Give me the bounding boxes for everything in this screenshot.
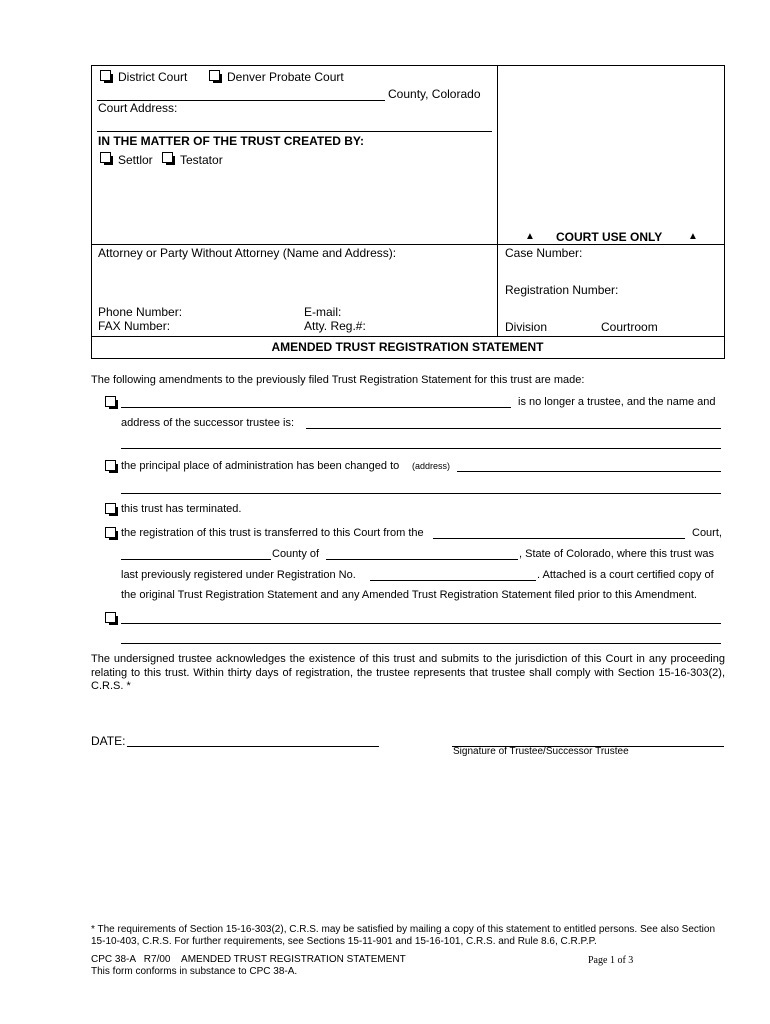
option-principal-place-checkbox[interactable] [105,460,116,471]
date-line[interactable] [127,746,379,747]
option-terminated-checkbox[interactable] [105,503,116,514]
intro-text: The following amendments to the previously filed Trust Registration Statement for this trust are made: [91,374,585,386]
successor-trustee-line-2[interactable] [121,448,721,449]
testator-label: Testator [180,153,223,167]
case-number-label: Case Number: [505,246,583,260]
form-title: AMENDED TRUST REGISTRATION STATEMENT [271,340,544,354]
courtroom-label: Courtroom [601,320,658,334]
option4-state: , State of Colorado, where this trust was [519,548,715,560]
transfer-court-line[interactable] [433,538,685,539]
option4-text: the registration of this trust is transferred to this Court from the [121,527,424,539]
option4-line3a: last previously registered under Registration No. [121,569,356,581]
transfer-county-line[interactable] [121,559,271,560]
division-label: Division [505,320,548,334]
court-use-only-label: COURT USE ONLY [556,230,663,244]
in-the-matter-heading: IN THE MATTER OF THE TRUST CREATED BY: [98,134,364,148]
option4-line4: the original Trust Registration Statement and any Amended Trust Registration Statement filed prior to this Amendment. [121,589,697,601]
county-colorado-label: County, Colorado [388,87,481,101]
caption-divider [497,65,498,337]
option3-text: this trust has terminated. [121,503,242,515]
successor-trustee-line[interactable] [306,428,721,429]
testator-checkbox[interactable] [162,152,173,163]
option-transfer-checkbox[interactable] [105,527,116,538]
option1-tail: is no longer a trustee, and the name and [518,396,716,408]
attorney-separator [91,244,724,245]
court-address-label: Court Address: [98,101,178,115]
denver-probate-court-label: Denver Probate Court [227,70,344,84]
district-court-checkbox[interactable] [100,70,111,81]
transfer-county-of-line[interactable] [326,559,518,560]
settlor-label: Settlor [118,153,153,167]
signature-label: Signature of Trustee/Successor Trustee [453,746,629,757]
district-court-label: District Court [118,70,188,84]
form-id: CPC 38-A R7/00 AMENDED TRUST REGISTRATION STATEMENT [91,954,406,965]
denver-probate-court-checkbox[interactable] [209,70,220,81]
principal-address-line-2[interactable] [121,493,721,494]
option-trustee-change-checkbox[interactable] [105,396,116,407]
court-address-line[interactable] [97,131,492,132]
footnote: * The requirements of Section 15-16-303(2), C.R.S. may be satisfied by mailing a copy of this statement to entitled persons. See also Section 15-10-403, C.R.S. For further requirements, see Sections 15-11-901 and 15-16-101, C.R.S. and Rule 8.6, C.R.P.P. [91,924,716,947]
option4-county: County of [272,548,320,560]
registration-no-line[interactable] [370,580,536,581]
atty-reg-label: Atty. Reg.#: [304,319,366,333]
phone-label: Phone Number: [98,305,183,319]
option2-address-hint: (address) [412,461,451,471]
date-label: DATE: [91,734,126,748]
conforms-note: This form conforms in substance to CPC 38-A. [91,966,298,977]
settlor-checkbox[interactable] [100,152,111,163]
former-trustee-line[interactable] [121,407,511,408]
option2-text: the principal place of administration has been changed to [121,460,400,472]
fax-label: FAX Number: [98,319,171,333]
acknowledgment-paragraph: The undersigned trustee acknowledges the existence of this trust and submits to the jurisdiction of this Court in any proceeding relating to this trust. Within thirty days of registration, the trustee represents that trustee shall comply with Section 15-16-303(2), C.R.S. * [91,653,725,692]
attorney-label: Attorney or Party Without Attorney (Name and Address): [98,246,397,260]
email-label: E-mail: [304,305,342,319]
spade-right-icon: ▲ [688,231,698,242]
option1-line2: address of the successor trustee is: [121,417,295,429]
caption-box [91,65,725,359]
page-number: Page 1 of 3 [588,955,634,966]
title-separator [91,336,724,337]
option-other-checkbox[interactable] [105,612,116,623]
spade-left-icon: ▲ [525,231,535,242]
other-amendment-line-2[interactable] [121,643,721,644]
other-amendment-line[interactable] [121,623,721,624]
principal-address-line[interactable] [457,471,721,472]
registration-number-label: Registration Number: [505,283,619,297]
option4-court: Court, [692,527,722,539]
option4-line3b: . Attached is a court certified copy of [537,569,714,581]
